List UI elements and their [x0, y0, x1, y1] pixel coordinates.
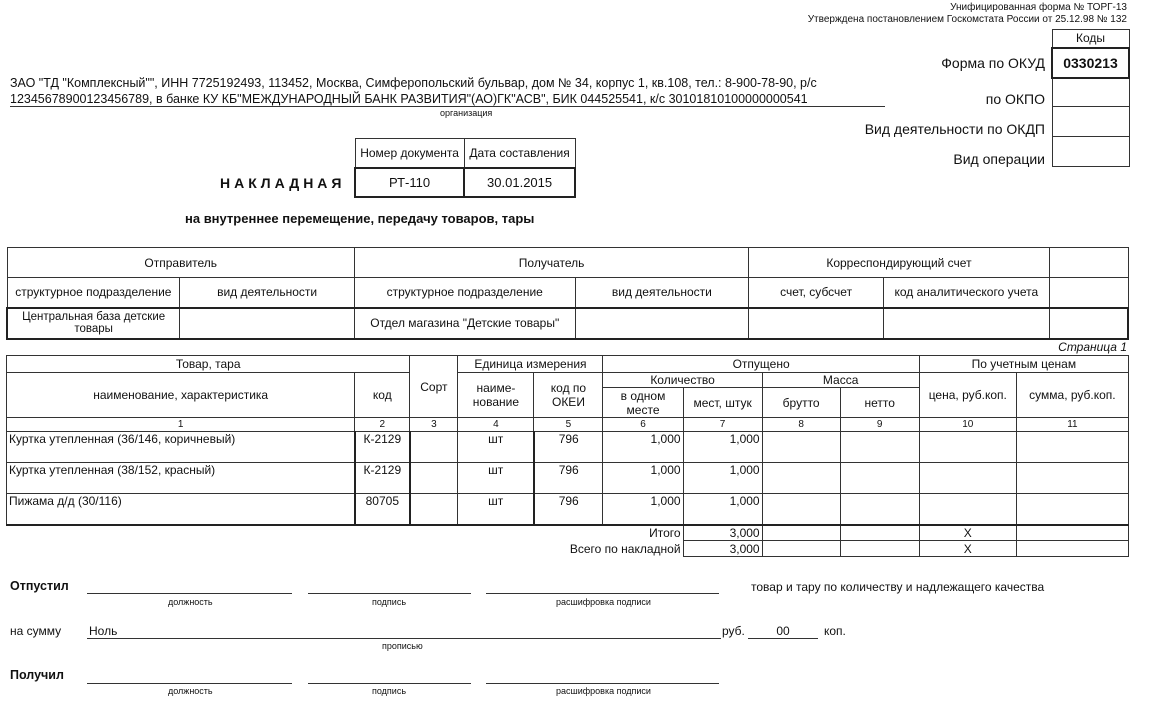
- org-line2: 12345678900123456789, в банке КУ КБ"МЕЖДУНАРОДНЫЙ БАНК РАЗВИТИЯ"(АО)ГК"АСВ", БИК 044525541, к/с 30101810100000000541: [10, 92, 885, 107]
- row-code: К-2129: [355, 432, 410, 463]
- received-signature-line[interactable]: [308, 683, 471, 684]
- row-price: [919, 432, 1016, 463]
- h-price: цена, руб.коп.: [919, 373, 1016, 418]
- sender-value: Центральная база детские товары: [7, 308, 180, 339]
- okud-value: 0330213: [1052, 48, 1129, 78]
- doc-date: 30.01.2015: [464, 168, 575, 197]
- h-account-prices: По учетным ценам: [919, 356, 1128, 373]
- acc-sub-value: [749, 308, 884, 339]
- received-decode-caption: расшифровка подписи: [556, 686, 651, 696]
- row-price: [919, 494, 1016, 525]
- h-net: нетто: [840, 388, 919, 418]
- row-sort: [410, 432, 458, 463]
- goods-table: [6, 355, 1129, 557]
- row-gross: [762, 432, 840, 463]
- approval-note: Утверждена постановлением Госкомстата России от 25.12.98 № 132: [807, 14, 1127, 25]
- received-label: Получил: [10, 668, 64, 682]
- total-net: [840, 525, 919, 541]
- okdp-label: Вид деятельности по ОКДП: [864, 121, 1045, 137]
- receiver-value: Отдел магазина "Детские товары": [354, 308, 575, 339]
- total-label: Итого: [649, 526, 681, 540]
- grand-label: Всего по накладной: [569, 541, 681, 556]
- released-decode-caption: расшифровка подписи: [556, 597, 651, 607]
- sender-struct-header: структурное подразделение: [7, 278, 180, 308]
- parties-blank3: [1049, 308, 1128, 339]
- row-name: Пижама д/д (30/116): [7, 494, 355, 525]
- grand-value: 3,000: [683, 541, 762, 557]
- col-num: 1: [7, 418, 355, 432]
- row-okei: 796: [534, 494, 603, 525]
- col-num: 10: [919, 418, 1016, 432]
- h-sort: Сорт: [410, 356, 458, 418]
- receiver-struct-header: структурное подразделение: [354, 278, 575, 308]
- doc-subtitle: на внутреннее перемещение, передачу товаров, тары: [185, 211, 535, 226]
- col-num: 5: [534, 418, 603, 432]
- col-num: 8: [762, 418, 840, 432]
- h-unit: Единица измерения: [458, 356, 603, 373]
- kop-field[interactable]: 00: [748, 624, 818, 639]
- row-unit: шт: [458, 432, 534, 463]
- sum-words-caption: прописью: [382, 641, 423, 651]
- total-value: 3,000: [683, 525, 762, 541]
- sum-label: на сумму: [10, 624, 62, 638]
- okud-label: Форма по ОКУД: [941, 55, 1045, 71]
- doc-title: НАКЛАДНАЯ: [220, 175, 346, 191]
- operation-value: [1052, 137, 1129, 167]
- row-gross: [762, 463, 840, 494]
- org-caption: организация: [440, 108, 493, 118]
- sender-activity-value: [180, 308, 355, 339]
- doc-number-header: Номер документа: [355, 139, 464, 168]
- row-name: Куртка утепленная (36/146, коричневый): [7, 432, 355, 463]
- released-decode-line[interactable]: [486, 593, 719, 594]
- h-unit-name: наиме-нование: [458, 373, 534, 418]
- row-unit: шт: [458, 463, 534, 494]
- row-name: Куртка утепленная (38/152, красный): [7, 463, 355, 494]
- total-gross: [762, 525, 840, 541]
- row-code: 80705: [355, 494, 410, 525]
- okdp-value: [1052, 107, 1129, 137]
- released-signature-line[interactable]: [308, 593, 471, 594]
- codes-title: Коды: [1052, 30, 1129, 48]
- h-qty: Количество: [603, 373, 762, 388]
- col-num: 3: [410, 418, 458, 432]
- operation-label: Вид операции: [953, 151, 1045, 167]
- analytic-header: код аналитического учета: [883, 278, 1049, 308]
- h-places: мест, штук: [683, 388, 762, 418]
- okpo-value: [1052, 78, 1129, 107]
- received-signature-caption: подпись: [372, 686, 407, 696]
- h-released: Отпущено: [603, 356, 919, 373]
- table-row: [7, 463, 1129, 494]
- received-position-caption: должность: [168, 686, 213, 696]
- col-num: 9: [840, 418, 919, 432]
- total-x: X: [919, 525, 1016, 541]
- row-sort: [410, 494, 458, 525]
- row-code: К-2129: [355, 463, 410, 494]
- row-gross: [762, 494, 840, 525]
- goods-quality-text: товар и тару по количеству и надлежащего качества: [751, 580, 1045, 594]
- row-places: 1,000: [683, 432, 762, 463]
- analytic-value: [883, 308, 1049, 339]
- released-label: Отпустил: [10, 579, 69, 593]
- parties-table: [6, 247, 1129, 340]
- page-label: Страница 1: [1058, 340, 1127, 354]
- grand-net: [840, 541, 919, 557]
- row-sum: [1016, 494, 1128, 525]
- sender-header: Отправитель: [7, 248, 354, 278]
- row-places: 1,000: [683, 463, 762, 494]
- table-row: [7, 494, 1129, 525]
- receiver-header: Получатель: [354, 248, 748, 278]
- row-net: [840, 432, 919, 463]
- row-places: 1,000: [683, 494, 762, 525]
- row-price: [919, 463, 1016, 494]
- sum-words-field[interactable]: Ноль: [87, 624, 721, 639]
- row-sum: [1016, 463, 1128, 494]
- col-num: 11: [1016, 418, 1128, 432]
- acc-sub-header: счет, субсчет: [749, 278, 884, 308]
- parties-blank: [1049, 248, 1128, 278]
- h-code: код: [355, 373, 410, 418]
- h-okei: код по ОКЕИ: [534, 373, 603, 418]
- received-position-line[interactable]: [87, 683, 292, 684]
- kop-label: коп.: [824, 624, 846, 638]
- h-gross: брутто: [762, 388, 840, 418]
- doc-number-table: [354, 138, 576, 198]
- grand-sum: [1016, 541, 1128, 557]
- row-unit: шт: [458, 494, 534, 525]
- col-num: 4: [458, 418, 534, 432]
- org-line1: ЗАО "ТД "Комплексный"", ИНН 7725192493, 113452, Москва, Симферопольский бульвар, дом № 34, корпус 1, кв.108, тел.: 8-900-78-90, р/с: [10, 76, 817, 90]
- form-name: Унифицированная форма № ТОРГ-13: [950, 2, 1127, 13]
- h-goods: Товар, тара: [7, 356, 410, 373]
- h-name: наименование, характеристика: [7, 373, 355, 418]
- row-one-place: 1,000: [603, 463, 683, 494]
- received-decode-line[interactable]: [486, 683, 719, 684]
- receiver-activity-header: вид деятельности: [575, 278, 749, 308]
- row-sum: [1016, 432, 1128, 463]
- row-sort: [410, 463, 458, 494]
- doc-date-header: Дата составления: [464, 139, 575, 168]
- account-header: Корреспондирующий счет: [749, 248, 1049, 278]
- total-sum: [1016, 525, 1128, 541]
- h-one-place: в одном месте: [603, 388, 683, 418]
- released-position-line[interactable]: [87, 593, 292, 594]
- sender-activity-header: вид деятельности: [180, 278, 355, 308]
- grand-gross: [762, 541, 840, 557]
- grand-x: X: [919, 541, 1016, 557]
- col-num: 2: [355, 418, 410, 432]
- doc-number: РТ-110: [355, 168, 464, 197]
- rub-label: руб.: [722, 624, 745, 638]
- h-sum: сумма, руб.коп.: [1016, 373, 1128, 418]
- released-signature-caption: подпись: [372, 597, 407, 607]
- col-num: 6: [603, 418, 683, 432]
- row-net: [840, 494, 919, 525]
- row-okei: 796: [534, 432, 603, 463]
- parties-blank2: [1049, 278, 1128, 308]
- h-mass: Масса: [762, 373, 919, 388]
- row-okei: 796: [534, 463, 603, 494]
- released-position-caption: должность: [168, 597, 213, 607]
- table-row: [7, 432, 1129, 463]
- col-num: 7: [683, 418, 762, 432]
- okpo-label: по ОКПО: [985, 91, 1045, 107]
- row-net: [840, 463, 919, 494]
- row-one-place: 1,000: [603, 494, 683, 525]
- receiver-activity-value: [575, 308, 749, 339]
- row-one-place: 1,000: [603, 432, 683, 463]
- codes-table: [1051, 29, 1130, 167]
